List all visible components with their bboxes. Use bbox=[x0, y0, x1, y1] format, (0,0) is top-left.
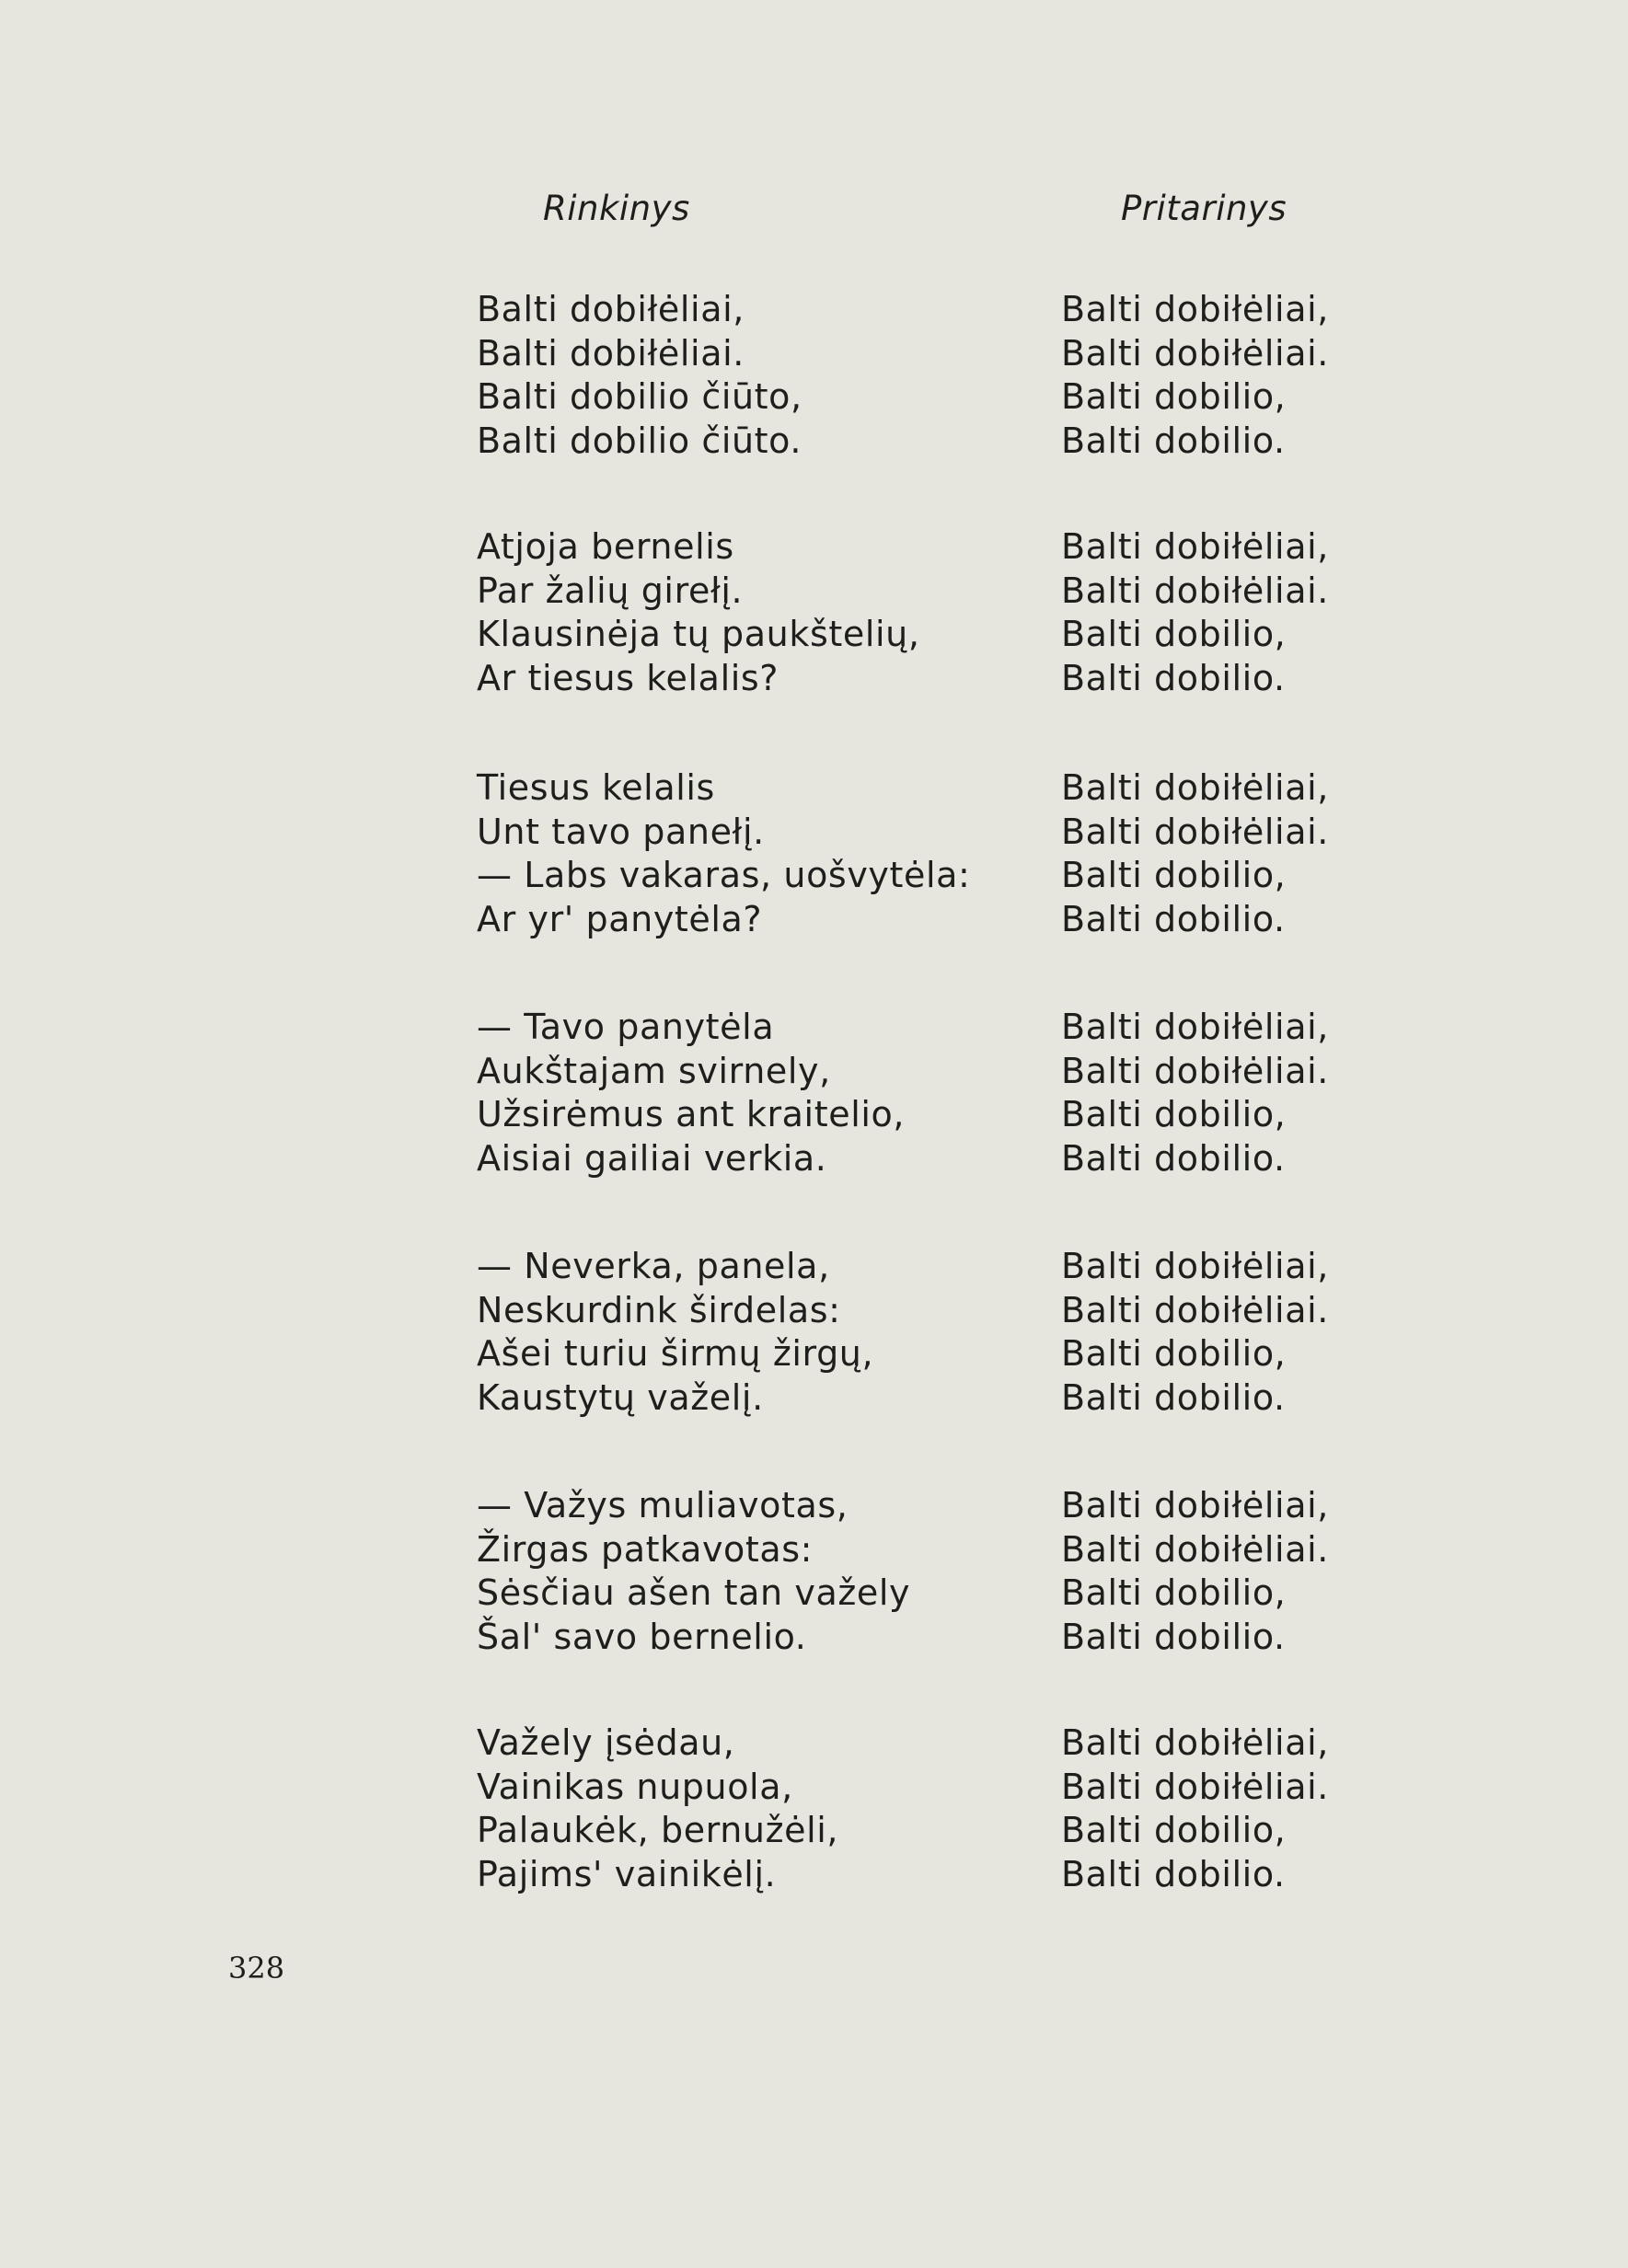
lyric-line: Balti dobiłėliai. bbox=[477, 332, 745, 374]
column-header-pritarinys: Pritarinys bbox=[1121, 189, 1287, 228]
refrain-line: Balti dobiłėliai. bbox=[1061, 332, 1329, 374]
refrain-line: Balti dobilio, bbox=[1061, 614, 1287, 654]
lyric-line: Sėsčiau ašen tan važely bbox=[477, 1572, 911, 1613]
lyric-line: Unt tavo panełį. bbox=[477, 811, 765, 852]
refrain-line: Balti dobilio. bbox=[1061, 1853, 1286, 1894]
lyric-line: Šal' savo bernelio. bbox=[477, 1616, 807, 1657]
lyric-line: — Važys muliavotas, bbox=[477, 1485, 849, 1525]
lyric-line: Žirgas patkavotas: bbox=[477, 1528, 814, 1570]
lyric-line: Klausinėja tų paukštelių, bbox=[477, 614, 920, 654]
lyric-line: Užsirėmus ant kraitelio, bbox=[477, 1094, 906, 1134]
refrain-line: Balti dobiłėliai, bbox=[1061, 526, 1329, 567]
refrain-line: Balti dobilio, bbox=[1061, 1094, 1287, 1134]
refrain-line: Balti dobilio. bbox=[1061, 657, 1286, 698]
refrain-line: Balti dobiłėliai, bbox=[1061, 1722, 1329, 1763]
refrain-line: Balti dobiłėliai, bbox=[1061, 767, 1329, 808]
refrain-line: Balti dobilio, bbox=[1061, 1810, 1287, 1850]
refrain-line: Balti dobiłėliai. bbox=[1061, 811, 1329, 852]
refrain-line: Balti dobiłėliai, bbox=[1061, 289, 1329, 329]
refrain-line: Balti dobilio. bbox=[1061, 898, 1286, 939]
refrain-line: Balti dobiłėliai, bbox=[1061, 1246, 1329, 1286]
lyric-line: Važely įsėdau, bbox=[477, 1722, 735, 1763]
refrain-line: Balti dobilio, bbox=[1061, 1572, 1287, 1613]
lyric-line: Tiesus kelalis bbox=[477, 767, 715, 808]
lyric-line: Aisiai gailiai verkia. bbox=[477, 1137, 827, 1179]
lyric-line: Ar yr' panytėla? bbox=[477, 898, 763, 939]
lyric-line: Ar tiesus kelalis? bbox=[477, 657, 779, 698]
refrain-line: Balti dobilio, bbox=[1061, 376, 1287, 417]
refrain-line: Balti dobilio. bbox=[1061, 420, 1286, 461]
lyric-line: — Tavo panytėla bbox=[477, 1007, 775, 1047]
refrain-line: Balti dobilio. bbox=[1061, 1616, 1286, 1657]
refrain-line: Balti dobilio, bbox=[1061, 1333, 1287, 1374]
lyric-line: — Neverka, panela, bbox=[477, 1246, 830, 1286]
lyric-line: Balti dobilio čiūto. bbox=[477, 420, 802, 461]
refrain-line: Balti dobilio, bbox=[1061, 855, 1287, 895]
lyric-line: Pajims' vainikėlį. bbox=[477, 1853, 777, 1894]
refrain-line: Balti dobilio. bbox=[1061, 1137, 1286, 1179]
lyric-line: Palaukėk, bernužėli, bbox=[477, 1810, 839, 1850]
refrain-line: Balti dobiłėliai. bbox=[1061, 1528, 1329, 1570]
page-number: 328 bbox=[228, 1951, 285, 1986]
refrain-line: Balti dobilio. bbox=[1061, 1376, 1286, 1418]
lyric-line: Aukštajam svirnely, bbox=[477, 1050, 831, 1091]
refrain-line: Balti dobiłėliai, bbox=[1061, 1007, 1329, 1047]
lyric-line: Balti dobiłėliai, bbox=[477, 289, 745, 329]
refrain-line: Balti dobiłėliai. bbox=[1061, 1289, 1329, 1330]
refrain-line: Balti dobiłėliai. bbox=[1061, 570, 1329, 611]
refrain-line: Balti dobiłėliai, bbox=[1061, 1485, 1329, 1525]
lyric-line: Ašei turiu širmų žirgų, bbox=[477, 1333, 874, 1374]
refrain-line: Balti dobiłėliai. bbox=[1061, 1050, 1329, 1091]
lyric-line: Balti dobilio čiūto, bbox=[477, 376, 802, 417]
lyric-line: Atjoja bernelis bbox=[477, 526, 734, 567]
refrain-line: Balti dobiłėliai. bbox=[1061, 1766, 1329, 1807]
lyric-line: Kaustytų važelį. bbox=[477, 1376, 764, 1418]
lyric-line: — Labs vakaras, uošvytėla: bbox=[477, 855, 971, 895]
column-header-rinkinys: Rinkinys bbox=[543, 189, 690, 228]
lyric-line: Vainikas nupuola, bbox=[477, 1766, 793, 1807]
lyric-line: Par žalių girełį. bbox=[477, 570, 744, 611]
lyric-line: Neskurdink širdelas: bbox=[477, 1289, 841, 1330]
